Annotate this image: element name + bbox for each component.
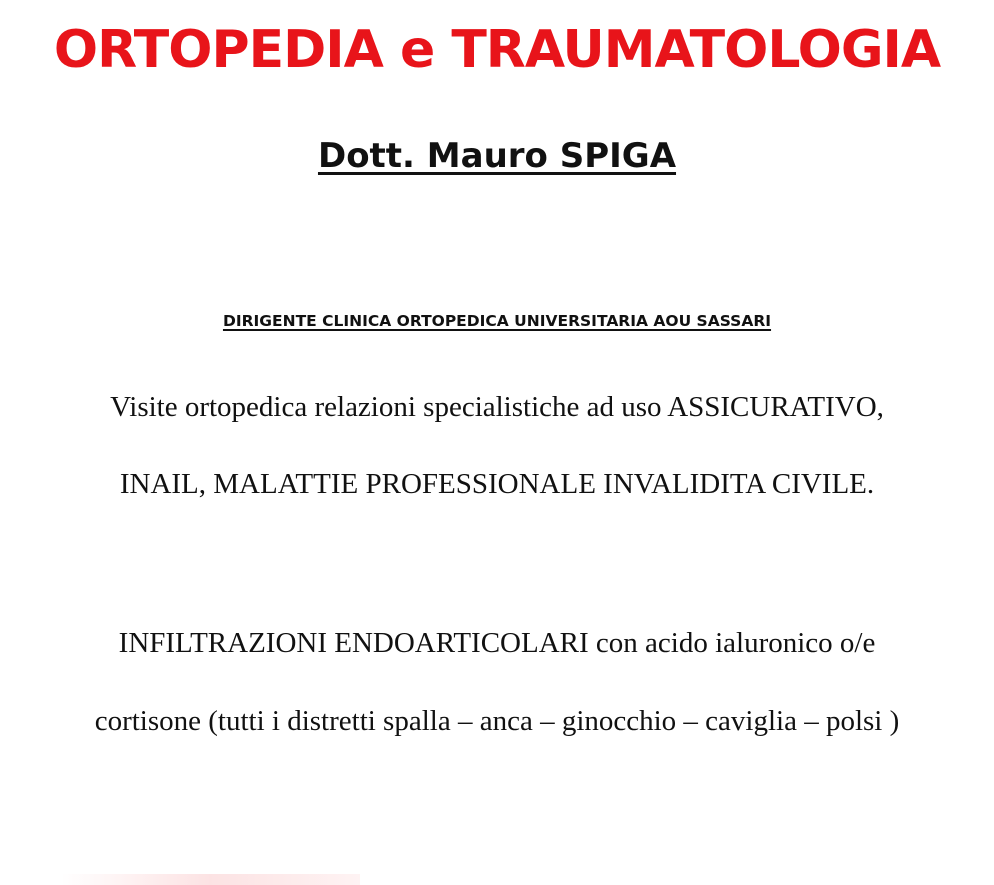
doctor-name-heading bbox=[0, 136, 994, 176]
infiltrations-line-2: cortisone (tutti i distretti spalla – anca – ginocchio – caviglia – polsi ) bbox=[94, 705, 900, 737]
role-text: DIRIGENTE CLINICA ORTOPEDICA UNIVERSITARIA AOU SASSARI bbox=[222, 312, 772, 330]
visits-line-2: INAIL, MALATTIE PROFESSIONALE INVALIDITA CIVILE. bbox=[119, 468, 875, 500]
document-title: ORTOPEDIA e TRAUMATOLOGIA bbox=[53, 20, 941, 80]
role-line bbox=[0, 312, 994, 330]
infiltrations-line-1: INFILTRAZIONI ENDOARTICOLARI con acido ialuronico o/e bbox=[118, 627, 876, 659]
visits-line-1: Visite ortopedica relazioni specialistiche ad uso ASSICURATIVO, bbox=[110, 391, 884, 423]
cropped-text-remnant bbox=[60, 874, 360, 885]
doctor-name: Dott. Mauro SPIGA bbox=[317, 136, 677, 176]
